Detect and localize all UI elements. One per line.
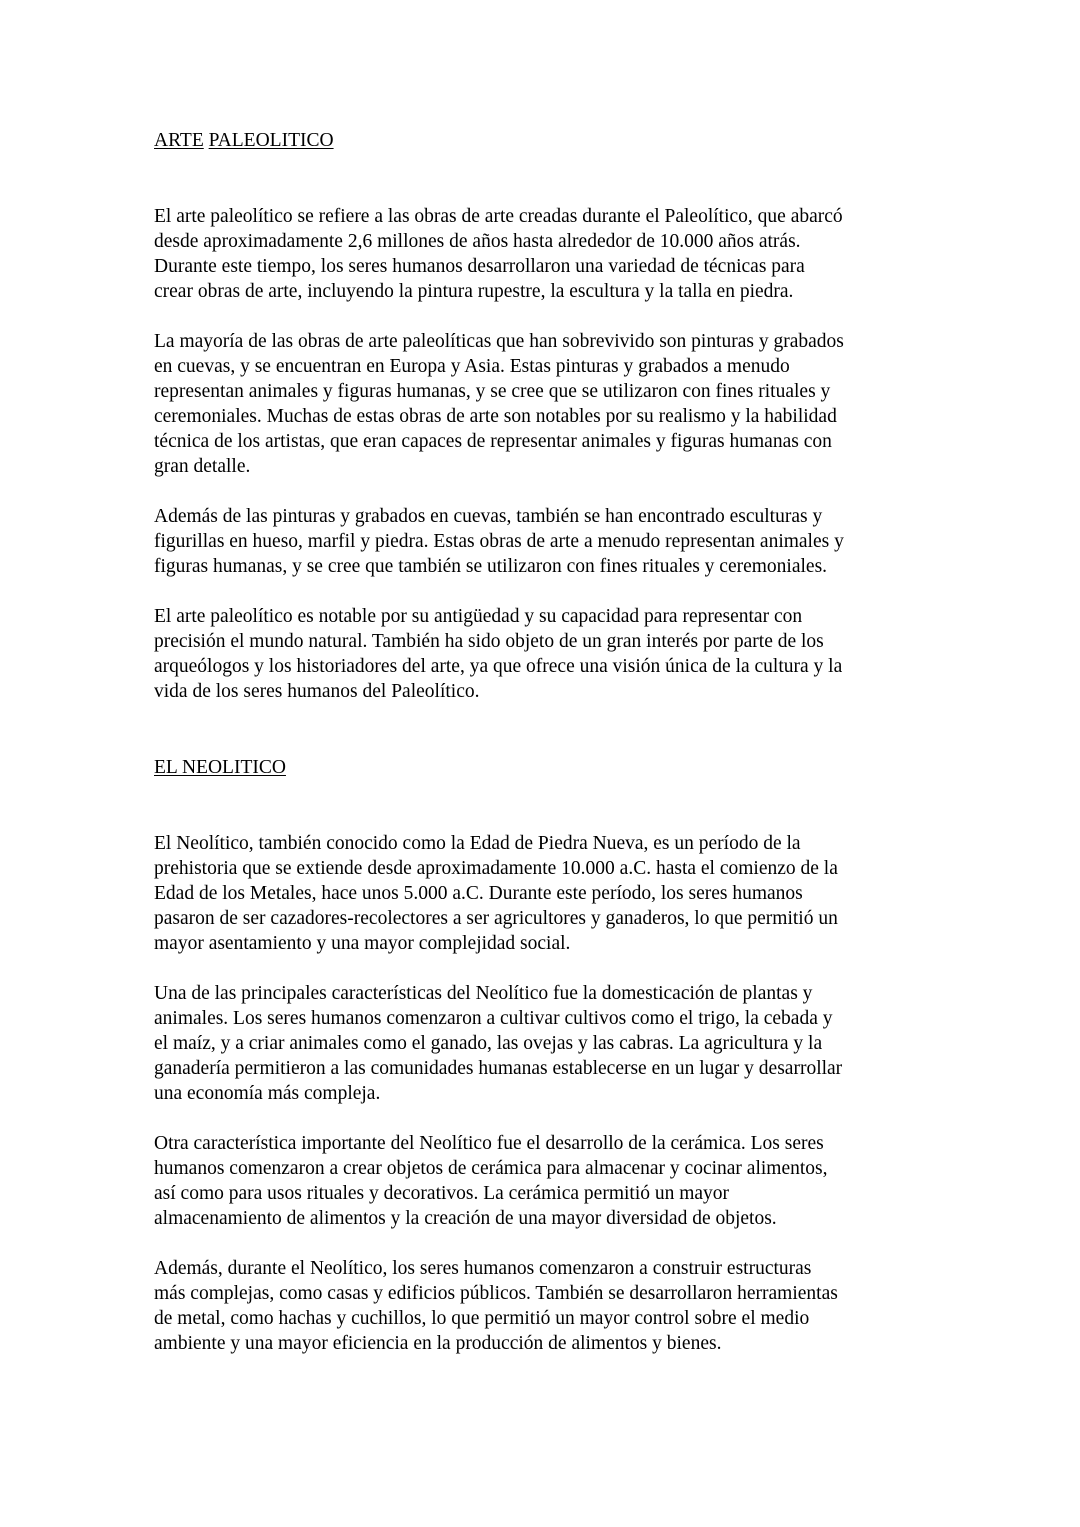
- text-line: Otra característica importante del Neolítico fue el desarrollo de la cerámica. Los seres: [154, 1133, 824, 1154]
- document-page: [154, 128, 944, 1381]
- text-line: vida de los seres humanos del Paleolítico.: [154, 681, 480, 702]
- text-line: crear obras de arte, incluyendo la pintura rupestre, la escultura y la talla en piedra.: [154, 281, 794, 302]
- section-el-neolitico: [154, 755, 944, 1356]
- text-line: El arte paleolítico se refiere a las obras de arte creadas durante el Paleolítico, que abarcó: [154, 206, 843, 227]
- text-line: así como para usos rituales y decorativos. La cerámica permitió un mayor: [154, 1183, 730, 1204]
- text-line: El Neolítico, también conocido como la Edad de Piedra Nueva, es un período de la: [154, 833, 801, 854]
- text-line: figuras humanas, y se cree que también se utilizaron con fines rituales y ceremoniales.: [154, 556, 828, 577]
- heading-word: PALEOLITICO: [208, 130, 334, 151]
- paragraph: [154, 504, 944, 579]
- text-line: animales. Los seres humanos comenzaron a cultivar cultivos como el trigo, la cebada y: [154, 1008, 833, 1029]
- section-heading: [154, 755, 944, 780]
- text-line: Durante este tiempo, los seres humanos desarrollaron una variedad de técnicas para: [154, 256, 805, 277]
- paragraph: [154, 831, 944, 956]
- text-line: El arte paleolítico es notable por su antigüedad y su capacidad para representar con: [154, 606, 803, 627]
- paragraph: [154, 1131, 944, 1231]
- text-line: de metal, como hachas y cuchillos, lo que permitió un mayor control sobre el medio: [154, 1308, 810, 1329]
- text-line: Además de las pinturas y grabados en cuevas, también se han encontrado esculturas y: [154, 506, 823, 527]
- paragraph: [154, 329, 944, 479]
- text-line: prehistoria que se extiende desde aproximadamente 10.000 a.C. hasta el comienzo de la: [154, 858, 838, 879]
- paragraph: [154, 1256, 944, 1356]
- text-line: una economía más compleja.: [154, 1083, 381, 1104]
- text-line: Una de las principales características del Neolítico fue la domesticación de plantas y: [154, 983, 813, 1004]
- text-line: más complejas, como casas y edificios públicos. También se desarrollaron herramientas: [154, 1283, 838, 1304]
- text-line: en cuevas, y se encuentran en Europa y Asia. Estas pinturas y grabados a menudo: [154, 356, 790, 377]
- text-line: pasaron de ser cazadores-recolectores a ser agricultores y ganaderos, lo que permitió un: [154, 908, 838, 929]
- text-line: Edad de los Metales, hace unos 5.000 a.C. Durante este período, los seres humanos: [154, 883, 803, 904]
- text-line: ganadería permitieron a las comunidades humanas establecerse en un lugar y desarrollar: [154, 1058, 843, 1079]
- text-line: arqueólogos y los historiadores del arte, ya que ofrece una visión única de la cultura y la: [154, 656, 843, 677]
- text-line: ceremoniales. Muchas de estas obras de arte son notables por su realismo y la habilidad: [154, 406, 837, 427]
- paragraph: [154, 204, 944, 304]
- text-line: desde aproximadamente 2,6 millones de años hasta alrededor de 10.000 años atrás.: [154, 231, 801, 252]
- text-line: gran detalle.: [154, 456, 251, 477]
- text-line: técnica de los artistas, que eran capaces de representar animales y figuras humanas con: [154, 431, 832, 452]
- text-line: mayor asentamiento y una mayor complejidad social.: [154, 933, 571, 954]
- text-line: figurillas en hueso, marfil y piedra. Estas obras de arte a menudo representan animales y: [154, 531, 844, 552]
- heading-word: ARTE: [154, 130, 204, 151]
- text-line: humanos comenzaron a crear objetos de cerámica para almacenar y cocinar alimentos,: [154, 1158, 828, 1179]
- section-arte-paleolitico: [154, 128, 944, 704]
- text-line: almacenamiento de alimentos y la creación de una mayor diversidad de objetos.: [154, 1208, 777, 1229]
- text-line: ambiente y una mayor eficiencia en la producción de alimentos y bienes.: [154, 1333, 722, 1354]
- text-line: Además, durante el Neolítico, los seres humanos comenzaron a construir estructuras: [154, 1258, 812, 1279]
- text-line: La mayoría de las obras de arte paleolíticas que han sobrevivido son pinturas y grabados: [154, 331, 844, 352]
- heading-word: EL NEOLITICO: [154, 757, 286, 778]
- text-line: representan animales y figuras humanas, y se cree que se utilizaron con fines rituales y: [154, 381, 831, 402]
- paragraph: [154, 604, 944, 704]
- text-line: el maíz, y a criar animales como el ganado, las ovejas y las cabras. La agricultura y la: [154, 1033, 823, 1054]
- text-line: precisión el mundo natural. También ha sido objeto de un gran interés por parte de los: [154, 631, 824, 652]
- section-heading: [154, 128, 944, 153]
- paragraph: [154, 981, 944, 1106]
